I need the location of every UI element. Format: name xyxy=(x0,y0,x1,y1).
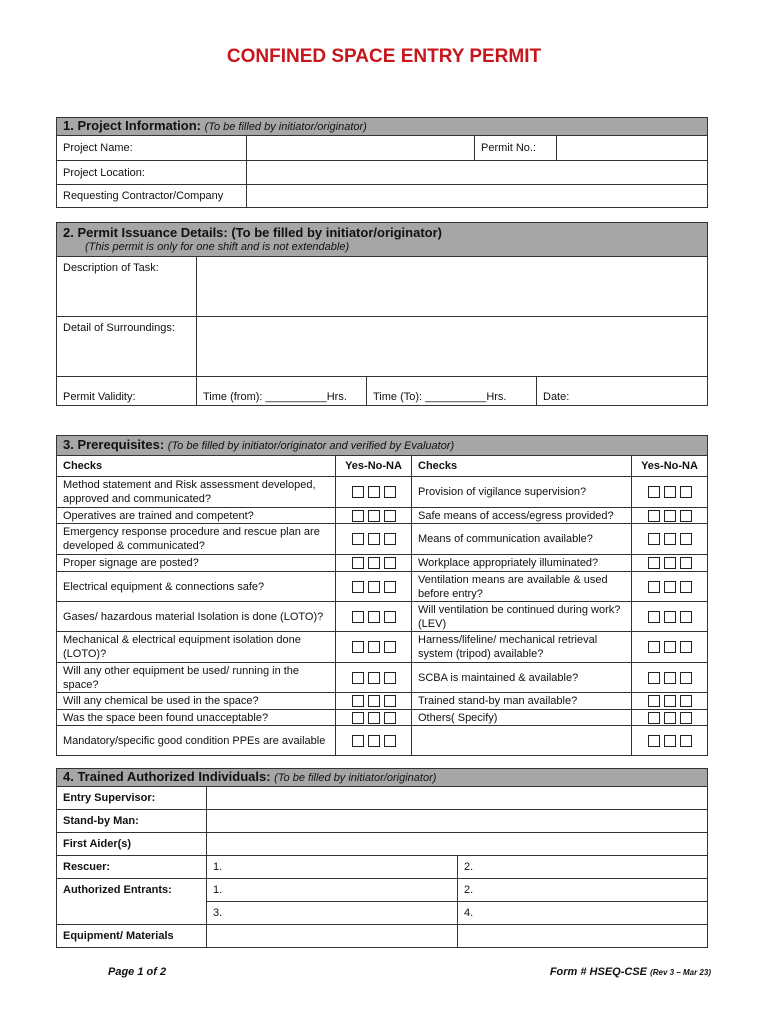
yes-checkbox[interactable] xyxy=(648,641,660,653)
na-checkbox[interactable] xyxy=(680,672,692,684)
first-aider-field[interactable] xyxy=(207,833,708,856)
checklist-row xyxy=(57,572,708,602)
check-item-right: Provision of vigilance supervision? xyxy=(412,477,632,508)
checklist-row xyxy=(57,663,708,693)
yes-no-na-header: Yes-No-NA xyxy=(336,456,412,477)
na-checkbox[interactable] xyxy=(680,557,692,569)
yes-no-na-checkboxes xyxy=(336,524,412,555)
yes-checkbox[interactable] xyxy=(648,581,660,593)
check-item-left: Emergency response procedure and rescue plan are developed & communicated? xyxy=(57,524,336,555)
na-checkbox[interactable] xyxy=(384,672,396,684)
entrant-2-field[interactable]: 2. xyxy=(458,879,708,902)
yes-no-na-checkboxes xyxy=(336,555,412,572)
check-item-left: Mechanical & electrical equipment isolation done (LOTO)? xyxy=(57,632,336,663)
yes-checkbox[interactable] xyxy=(648,510,660,522)
check-item-left: Proper signage are posted? xyxy=(57,555,336,572)
na-checkbox[interactable] xyxy=(384,510,396,522)
checklist-row xyxy=(57,693,708,710)
permit-issuance-table xyxy=(56,222,708,406)
na-checkbox[interactable] xyxy=(384,695,396,707)
page-number: Page 1 of 2 xyxy=(108,966,167,978)
checklist-row xyxy=(57,524,708,555)
yes-no-na-checkboxes xyxy=(632,572,708,602)
na-checkbox[interactable] xyxy=(384,712,396,724)
no-checkbox[interactable] xyxy=(664,695,676,707)
yes-no-na-checkboxes xyxy=(336,710,412,726)
yes-no-na-checkboxes xyxy=(632,710,708,726)
surroundings-label: Detail of Surroundings: xyxy=(57,317,197,377)
form-number: Form # HSEQ-CSE (Rev 3 – Mar 23) xyxy=(549,966,711,978)
no-checkbox[interactable] xyxy=(664,510,676,522)
yes-checkbox[interactable] xyxy=(352,641,364,653)
yes-checkbox[interactable] xyxy=(648,735,660,747)
yes-checkbox[interactable] xyxy=(352,611,364,623)
rescuer-label: Rescuer: xyxy=(57,856,207,879)
description-field[interactable] xyxy=(197,257,708,317)
check-item-left: Will any other equipment be used/ running in the space? xyxy=(57,663,336,693)
project-information-table xyxy=(56,117,708,208)
no-checkbox[interactable] xyxy=(368,581,380,593)
check-item-right: Ventilation means are available & used before entry? xyxy=(412,572,632,602)
checks-header: Checks xyxy=(412,456,632,477)
checks-header: Checks xyxy=(57,456,336,477)
contractor-field[interactable] xyxy=(247,185,708,208)
no-checkbox[interactable] xyxy=(664,533,676,545)
no-checkbox[interactable] xyxy=(368,735,380,747)
yes-checkbox[interactable] xyxy=(352,510,364,522)
na-checkbox[interactable] xyxy=(680,486,692,498)
na-checkbox[interactable] xyxy=(680,510,692,522)
no-checkbox[interactable] xyxy=(368,611,380,623)
validity-label: Permit Validity: xyxy=(57,377,197,406)
no-checkbox[interactable] xyxy=(368,695,380,707)
yes-no-na-checkboxes xyxy=(632,693,708,710)
no-checkbox[interactable] xyxy=(368,510,380,522)
yes-no-na-checkboxes xyxy=(632,726,708,756)
na-checkbox[interactable] xyxy=(384,611,396,623)
section2-heading: 2. Permit Issuance Details: (To be filled by initiator/originator) (This permit is only for one shift and is not extendable) xyxy=(57,223,708,257)
authorized-individuals-table xyxy=(56,768,708,948)
permit-no-label: Permit No.: xyxy=(475,136,557,161)
na-checkbox[interactable] xyxy=(680,735,692,747)
yes-no-na-checkboxes xyxy=(632,632,708,663)
check-item-right: SCBA is maintained & available? xyxy=(412,663,632,693)
no-checkbox[interactable] xyxy=(664,641,676,653)
entrant-4-field[interactable]: 4. xyxy=(458,902,708,925)
na-checkbox[interactable] xyxy=(680,581,692,593)
project-name-field[interactable] xyxy=(247,136,475,161)
permit-no-field[interactable] xyxy=(557,136,708,161)
yes-no-na-checkboxes xyxy=(632,524,708,555)
na-checkbox[interactable] xyxy=(680,712,692,724)
entrant-1-field[interactable]: 1. xyxy=(207,879,458,902)
yes-checkbox[interactable] xyxy=(648,712,660,724)
yes-no-na-checkboxes xyxy=(336,572,412,602)
yes-checkbox[interactable] xyxy=(648,611,660,623)
yes-no-na-checkboxes xyxy=(336,602,412,632)
na-checkbox[interactable] xyxy=(680,641,692,653)
checklist-row xyxy=(57,726,708,756)
no-checkbox[interactable] xyxy=(368,533,380,545)
yes-no-na-checkboxes xyxy=(336,693,412,710)
check-item-left: Mandatory/specific good condition PPEs are available xyxy=(57,726,336,756)
section4-heading: 4. Trained Authorized Individuals: (To be filled by initiator/originator) xyxy=(57,769,708,787)
no-checkbox[interactable] xyxy=(368,672,380,684)
check-item-left: Will any chemical be used in the space? xyxy=(57,693,336,710)
checklist-row xyxy=(57,508,708,524)
no-checkbox[interactable] xyxy=(664,557,676,569)
no-checkbox[interactable] xyxy=(368,486,380,498)
yes-checkbox[interactable] xyxy=(352,672,364,684)
description-label: Description of Task: xyxy=(57,257,197,317)
checklist-row xyxy=(57,710,708,726)
checklist-row xyxy=(57,632,708,663)
no-checkbox[interactable] xyxy=(664,581,676,593)
no-checkbox[interactable] xyxy=(664,735,676,747)
checklist-row xyxy=(57,477,708,508)
equipment-field-1[interactable] xyxy=(207,925,458,948)
yes-checkbox[interactable] xyxy=(648,672,660,684)
date-field[interactable]: Date: xyxy=(537,377,708,406)
na-checkbox[interactable] xyxy=(384,557,396,569)
standby-man-label: Stand-by Man: xyxy=(57,810,207,833)
check-item-left: Electrical equipment & connections safe? xyxy=(57,572,336,602)
check-item-right xyxy=(412,726,632,756)
check-item-right: Will ventilation be continued during work? (LEV) xyxy=(412,602,632,632)
no-checkbox[interactable] xyxy=(664,672,676,684)
no-checkbox[interactable] xyxy=(368,641,380,653)
first-aider-label: First Aider(s) xyxy=(57,833,207,856)
rescuer-2-field[interactable]: 2. xyxy=(458,856,708,879)
yes-checkbox[interactable] xyxy=(352,712,364,724)
entry-supervisor-field[interactable] xyxy=(207,787,708,810)
entrant-3-field[interactable]: 3. xyxy=(207,902,458,925)
prerequisites-table xyxy=(56,435,708,756)
yes-no-na-checkboxes xyxy=(632,602,708,632)
yes-checkbox[interactable] xyxy=(352,486,364,498)
surroundings-field[interactable] xyxy=(197,317,708,377)
check-item-left: Gases/ hazardous material Isolation is done (LOTO)? xyxy=(57,602,336,632)
entrants-label: Authorized Entrants: xyxy=(57,879,207,925)
time-from-field[interactable]: Time (from): __________Hrs. xyxy=(197,377,367,406)
section3-heading: 3. Prerequisites: (To be filled by initiator/originator and verified by Evaluator) xyxy=(57,436,708,456)
yes-no-na-checkboxes xyxy=(632,508,708,524)
yes-no-na-checkboxes xyxy=(632,477,708,508)
no-checkbox[interactable] xyxy=(664,712,676,724)
no-checkbox[interactable] xyxy=(368,557,380,569)
time-to-field[interactable]: Time (To): __________Hrs. xyxy=(367,377,537,406)
check-item-left: Method statement and Risk assessment developed, approved and communicated? xyxy=(57,477,336,508)
yes-no-na-header: Yes-No-NA xyxy=(632,456,708,477)
na-checkbox[interactable] xyxy=(680,695,692,707)
checklist-row xyxy=(57,555,708,572)
no-checkbox[interactable] xyxy=(664,486,676,498)
project-location-label: Project Location: xyxy=(57,161,247,185)
check-item-right: Trained stand-by man available? xyxy=(412,693,632,710)
yes-checkbox[interactable] xyxy=(352,581,364,593)
yes-no-na-checkboxes xyxy=(336,508,412,524)
yes-no-na-checkboxes xyxy=(336,726,412,756)
checklist-row xyxy=(57,602,708,632)
equipment-field-2[interactable] xyxy=(458,925,708,948)
yes-checkbox[interactable] xyxy=(352,735,364,747)
yes-no-na-checkboxes xyxy=(336,477,412,508)
rescuer-1-field[interactable]: 1. xyxy=(207,856,458,879)
check-item-right: Harness/lifeline/ mechanical retrieval system (tripod) available? xyxy=(412,632,632,663)
yes-no-na-checkboxes xyxy=(632,555,708,572)
yes-checkbox[interactable] xyxy=(352,695,364,707)
check-item-right: Means of communication available? xyxy=(412,524,632,555)
na-checkbox[interactable] xyxy=(384,486,396,498)
contractor-label: Requesting Contractor/Company xyxy=(57,185,247,208)
project-name-label: Project Name: xyxy=(57,136,247,161)
yes-checkbox[interactable] xyxy=(648,695,660,707)
yes-no-na-checkboxes xyxy=(632,663,708,693)
entry-supervisor-label: Entry Supervisor: xyxy=(57,787,207,810)
yes-checkbox[interactable] xyxy=(352,533,364,545)
section1-heading: 1. Project Information: (To be filled by initiator/originator) xyxy=(57,118,708,136)
check-item-right: Others( Specify) xyxy=(412,710,632,726)
equipment-label: Equipment/ Materials xyxy=(57,925,207,948)
standby-man-field[interactable] xyxy=(207,810,708,833)
check-item-left: Operatives are trained and competent? xyxy=(57,508,336,524)
no-checkbox[interactable] xyxy=(368,712,380,724)
yes-no-na-checkboxes xyxy=(336,632,412,663)
yes-checkbox[interactable] xyxy=(352,557,364,569)
na-checkbox[interactable] xyxy=(384,641,396,653)
yes-no-na-checkboxes xyxy=(336,663,412,693)
check-item-right: Workplace appropriately illuminated? xyxy=(412,555,632,572)
project-location-field[interactable] xyxy=(247,161,708,185)
na-checkbox[interactable] xyxy=(384,581,396,593)
yes-checkbox[interactable] xyxy=(648,557,660,569)
yes-checkbox[interactable] xyxy=(648,486,660,498)
na-checkbox[interactable] xyxy=(384,735,396,747)
na-checkbox[interactable] xyxy=(384,533,396,545)
na-checkbox[interactable] xyxy=(680,533,692,545)
na-checkbox[interactable] xyxy=(680,611,692,623)
check-item-right: Safe means of access/egress provided? xyxy=(412,508,632,524)
no-checkbox[interactable] xyxy=(664,611,676,623)
page-title: CONFINED SPACE ENTRY PERMIT xyxy=(226,46,542,67)
yes-checkbox[interactable] xyxy=(648,533,660,545)
check-item-left: Was the space been found unacceptable? xyxy=(57,710,336,726)
